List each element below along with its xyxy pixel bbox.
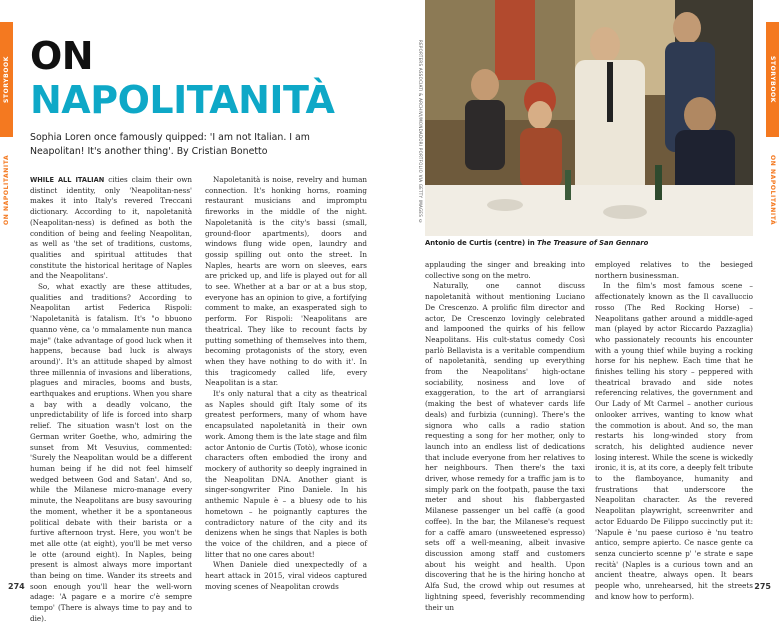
page-number-right: 275: [754, 582, 771, 591]
page-title-line1: ON: [30, 34, 94, 78]
paragraph: In the film's most famous scene – affectionately known as the Il cavalluccio rosso (The Red Rocking Horse) – Neapolitans gather around a middle-aged man (played by actor Riccardo Pazzaglia) who passionately recounts his encounter with a young thief while buying a rocking horse for his nephew. Each time that he finishes telling his story – peppered with theatrical bravado and side notes referencing relatives, the government and Our Lady of Mt Carmel – another curious onlooker arrives, wanting to know what the commotion is about. And so, the man restarts his long-winded story from scratch, his delighted audience never losing interest. While the scene is wickedly ironic, it is, at its core, a deeply felt tribute to the flamboyance, humanity and frustrations that underscore the Neapolitan character. As the revered Neapolitan playwright, screenwriter and actor Eduardo De Filippo succinctly put it: 'Napule è 'nu paese curioso è 'nu teatro antico, sempre apierto. Ce nasce gente ca senza cuncierto scenne p' 'e strate e sape recità' (Naples is a curious town and an ancient theatre, always open. It bears people who, unrehearsed, hit the streets and know how to perform).: [595, 281, 753, 601]
page-number-left: 274: [8, 582, 25, 591]
right-section-tab: [766, 0, 779, 600]
right-section-label: ON NAPOLITANITÀ: [769, 154, 776, 226]
right-storybook-label: STORYBOOK: [769, 56, 776, 103]
paragraph: So, what exactly are these attitudes, qualities and traditions? According to Neapolitan artist Federica Rispoli: 'Napoletanità is fatalism. It's "o bbuono quanno vène, ca 'o mmalamente nun manca maje" (take advantage of good luck when it happens, because bad luck is always around)'. It's an attitude shaped by almost three millennia of invasions and liberations, plagues and miracles, booms and busts, earthquakes and eruptions. When you share a bay with a deadly volcano, the unpredictability of life is forced into sharp relief. The situation wasn't lost on the German writer Goethe, who, admiring the sunset from Mt Vesuvius, commented: 'Surely the Neapolitan would be a different human being if he did not feel himself wedged between God and Satan'. And so, while the Milanese micro-manage every minute, the Neapolitans are busy savouring the moment, whether it be a spontaneous political debate with their barista or a furtive afternoon tryst. Here, you won't be met alle otte (at eight), you'll be met verso le otte (around eight). In Naples, being present is almost always more important than being on time. Wander its streets and soon enough you'll hear the well-worn adage: 'A pagare e a morire c'è sempre tempo' (There is always time to pay and to die).: [30, 282, 192, 623]
paragraph: Naturally, one cannot discuss napoletanità without mentioning Luciano De Crescenzo. A prolific film director and actor, De Crescenzo lovingly celebrated and lampooned the quirks of his fellow Neapolitans. His cult-status comedy Così parlò Bellavista is a veritable compendium of napoletanità, sending up everything from the Neapolitans' high-octane sociability, nosiness and love of exaggeration, to the art of arrangiarsi (making the best of whatever cards life deals) and furbizia (cunning). There's the signora who calls a radio station requesting a song for her mother, only to launch into an endless list of dedications that include everyone from her relatives to her neighbours. Then there's the taxi driver, whose remedy for a traffic jam is to simply park on the footpath, pause the taxi meter and shout his flabbergasted Milanese passenger un bel caffè (a good coffee). In the bar, the Milanese's request for a caffè amaro (unsweetened espresso) sets off a well-meaning, albeit invasive discussion among staff and customers about his weight and health. Upon discovering that he is the hiring honcho at Alfa Sud, the crowd whip out resumes at lightning speed, feverishly recommending their un: [425, 281, 585, 612]
body-column-3: [425, 260, 585, 613]
standfirst: Sophia Loren once famously quipped: 'I am not Italian. I am Neapolitan! It's another thing'. By Cristian Bonetto: [30, 132, 310, 157]
film-still-photo: [425, 0, 753, 236]
left-section-tab: [0, 0, 13, 600]
paragraph: Napoletanità is noise, revelry and human connection. It's honking horns, roaming restaurant musicians and impromptu fireworks in the middle of the night. Napoletanità is the city's bassi (small, ground-floor apartments), doors and windows flung wide open, laundry and gossip spilling out onto the street. In Naples, hearts are worn on sleeves, ears are pricked up, and life is played out for all to see. Whether at a bar or at a bus stop, everyone has an opinion to give, a fortifying comment to make, an exasperated sigh to perform. For Rispoli: 'Neapolitans are theatrical. They like to recount facts by putting something of themselves into them, becoming protagonists of the story, even when they have nothing to do with it'. In this tragicomedy called life, every Neapolitan is a star.: [205, 175, 367, 388]
left-storybook-label: STORYBOOK: [3, 56, 10, 103]
caption-text: Antonio de Curtis (centre) in: [425, 239, 538, 247]
body-column-2: [205, 175, 367, 592]
photo-caption: [425, 238, 753, 248]
paragraph: employed relatives to the besieged northern businessman.: [595, 260, 753, 280]
photo-credit: REPORTERS ASSOCIATI & ARCHIVI/MONDADORI PORTFOLIO VIA GETTY IMAGES ©: [418, 40, 423, 224]
left-section-label: ON NAPOLITANITÀ: [3, 154, 10, 226]
body-column-1: [30, 175, 192, 625]
page-title-line2: NAPOLITANITÀ: [30, 78, 335, 122]
caption-film-title: The Treasure of San Gennaro: [537, 239, 649, 247]
lead-in: WHILE ALL ITALIAN: [30, 176, 105, 184]
paragraph: [30, 175, 192, 282]
paragraph-text: cities claim their own distinct identity, only 'Neapolitan-ness' makes it into Italy's revered Treccani dictionary. According to it, napoletanità (Neapolitan-ness) is defined as both the condition of being and feeling Neapolitan, as well as 'the set of traditions, customs, qualities and spiritual attitudes that constitute the historical heritage of Naples and the Neapolitans'.: [30, 175, 192, 281]
paragraph: It's only natural that a city as theatrical as Naples should gift Italy some of its greatest performers, many of whom have encapsulated napoletanità in their own work. Among them is the late stage and film actor Antonio de Curtis (Totò), whose iconic characters often embodied the irony and mockery of authority so deeply ingrained in the Neapolitan DNA. Another giant is singer-songwriter Pino Daniele. In his anthemic Napule è – a bluesy ode to his hometown – he poignantly captures the contradictory nature of the city and its denizens when he sings that Naples is both the voice of the children, and a piece of litter that no one cares about!: [205, 389, 367, 559]
body-column-4: [595, 260, 753, 603]
paragraph: When Daniele died unexpectedly of a heart attack in 2015, viral videos captured moving scenes of Neapolitan crowds: [205, 560, 367, 591]
paragraph: applauding the singer and breaking into collective song on the metro.: [425, 260, 585, 280]
film-still-illustration: [425, 0, 753, 236]
